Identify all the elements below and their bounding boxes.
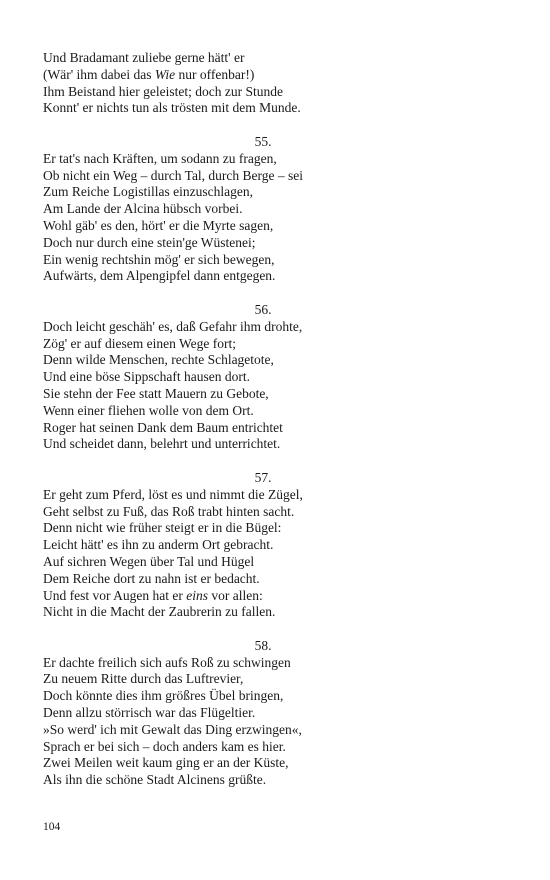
verse-line: Konnt' er nichts tun als trösten mit dem Munde. [43, 100, 301, 116]
verse-line: Und eine böse Sippschaft hausen dort. [43, 369, 250, 385]
verse-line: Denn allzu störrisch war das Flügeltier. [43, 705, 256, 721]
verse-line: Sprach er bei sich – doch anders kam es hier. [43, 738, 286, 754]
verse-line: Sie stehn der Fee statt Mauern zu Gebote, [43, 385, 269, 401]
verse-line: Und Bradamant zuliebe gerne hätt' er [43, 50, 245, 65]
verse-line: Dem Reiche dort zu nahn ist er bedacht. [43, 570, 260, 586]
verse-line: Denn nicht wie früher steigt er in die Bügel: [43, 520, 282, 536]
verse-line: Doch nur durch eine stein'ge Wüstenei; [43, 234, 256, 250]
verse-line: Ihm Beistand hier geleistet; doch zur Stunde [43, 83, 283, 99]
poem-page [43, 50, 483, 789]
verse-line: Wohl gäb' es den, hört' er die Myrte sagen, [43, 217, 274, 233]
stanza-number: 57. [254, 469, 272, 485]
verse-line: Und fest vor Augen hat er eins vor allen: [43, 587, 263, 603]
verse-line: Leicht hätt' es ihn zu anderm Ort gebracht. [43, 537, 274, 553]
verse-line: Er tat's nach Kräften, um sodann zu fragen, [43, 150, 277, 166]
stanza-number: 55. [254, 133, 272, 149]
stanza-list [43, 50, 483, 789]
page-number: 104 [43, 821, 61, 833]
verse-line: Aufwärts, dem Alpengipfel dann entgegen. [43, 268, 276, 284]
verse-line: Zwei Meilen weit kaum ging er an der Küste, [43, 755, 289, 771]
verse-line: Als ihn die schöne Stadt Alcinens grüßte. [43, 772, 267, 788]
verse-line: Denn wilde Menschen, rechte Schlagetote, [43, 352, 274, 368]
stanza [43, 50, 483, 117]
verse-line: Doch könnte dies ihm größres Übel bringen, [43, 688, 284, 704]
verse-line: Am Lande der Alcina hübsch vorbei. [43, 201, 243, 217]
verse-line: Geht selbst zu Fuß, das Roß trabt hinten sacht. [43, 503, 295, 519]
verse-line: (Wär' ihm dabei das Wie nur offenbar!) [43, 66, 255, 82]
verse-line: Nicht in die Macht der Zaubrerin zu fallen. [43, 604, 276, 620]
verse-line: Zög' er auf diesem einen Wege fort; [43, 335, 237, 351]
stanza [43, 638, 483, 789]
verse-line: Doch leicht geschäh' es, daß Gefahr ihm drohte, [43, 318, 303, 334]
verse-line: Ein wenig rechtshin mög' er sich bewegen, [43, 251, 275, 267]
verse-line: Er geht zum Pferd, löst es und nimmt die Zügel, [43, 486, 303, 502]
verse-line: Roger hat seinen Dank dem Baum entrichtet [43, 419, 283, 435]
stanza [43, 470, 483, 621]
verse-line: »So werd' ich mit Gewalt das Ding erzwingen«, [43, 721, 302, 737]
verse-line: Wenn einer fliehen wolle von dem Ort. [43, 402, 254, 418]
verse-line: Zu neuem Ritte durch das Luftrevier, [43, 671, 244, 687]
verse-line: Zum Reiche Logistillas einzuschlagen, [43, 184, 253, 200]
verse-line: Auf sichren Wegen über Tal und Hügel [43, 553, 255, 569]
stanza [43, 134, 483, 285]
stanza-number: 58. [254, 637, 272, 653]
verse-line: Er dachte freilich sich aufs Roß zu schwingen [43, 654, 291, 670]
stanza [43, 302, 483, 453]
verse-line: Und scheidet dann, belehrt und unterrichtet. [43, 436, 281, 452]
verse-line: Ob nicht ein Weg – durch Tal, durch Berge – sei [43, 167, 304, 183]
stanza-number: 56. [254, 301, 272, 317]
